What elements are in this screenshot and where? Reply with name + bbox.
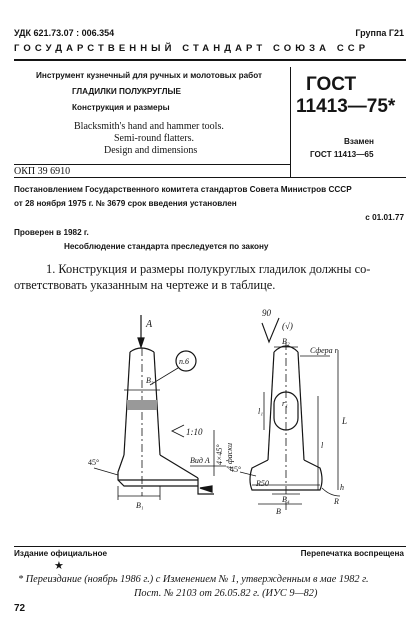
- label-slope: 1:10: [186, 427, 203, 437]
- page-number: 72: [14, 603, 26, 614]
- right-right-edge: [298, 352, 304, 460]
- label-l: l: [321, 441, 324, 450]
- gost-number: 11413—75*: [296, 96, 396, 117]
- chamfer-leader-left: [94, 468, 118, 475]
- label-sphere: Сфера r: [310, 346, 338, 355]
- title-en-line3: Design and dimensions: [104, 145, 198, 156]
- okp-rule: [14, 177, 406, 178]
- chamfer-leader-right: [240, 472, 256, 476]
- decree-note: Пост. № 2103 от 26.05.82 г. (ИУС 9—82): [134, 588, 318, 599]
- title-rule: [14, 164, 290, 165]
- right-left-edge: [268, 352, 274, 460]
- label-L: L: [342, 416, 348, 426]
- handle-band: [127, 400, 157, 410]
- label-b1: B₁: [136, 501, 144, 510]
- label-l1: l₁: [258, 407, 264, 416]
- title-ru-line1: Инструмент кузнечный для ручных и молотовых работ: [36, 71, 263, 80]
- label-b2: B₂: [282, 337, 290, 346]
- label-chamfer2: 4 фаски: [225, 443, 234, 470]
- clause-line1: 1. Конструкция и размеры полукруглых гладилок должны со-: [46, 262, 371, 276]
- checked-year: Проверен в 1982 г.: [14, 228, 89, 237]
- label-r1: r₁: [282, 399, 288, 408]
- label-view-a: Вид А: [190, 456, 210, 465]
- label-b3: B₃: [146, 376, 154, 385]
- label-pn: п.6: [179, 357, 189, 366]
- header-rule: [14, 59, 406, 61]
- view-arrow-a-head: [138, 338, 144, 347]
- penalty-notice: Несоблюдение стандарта преследуется по закону: [64, 242, 269, 251]
- clause-line2: ответствовать указанным на чертеже и в таблице.: [14, 278, 276, 292]
- effective-date: с 01.01.77: [365, 213, 404, 222]
- label-r: R: [334, 497, 339, 506]
- group-code: Группа Г21: [355, 28, 404, 38]
- star-mark: ★: [54, 560, 64, 572]
- view-a-fill: [200, 486, 212, 492]
- label-rough: 90: [262, 308, 271, 318]
- state-standard-banner: ГОСУДАРСТВЕННЫЙ СТАНДАРТ СОЮЗА ССР: [14, 43, 370, 54]
- label-a: А: [146, 319, 153, 330]
- label-45-right: 45°: [230, 465, 242, 474]
- note-leader: [150, 368, 178, 385]
- reissue-note: * Переиздание (ноябрь 1986 г.) с Изменением № 1, утвержденным в мае 1982 г.: [18, 574, 369, 585]
- r-curve: [322, 488, 340, 496]
- label-chamfer: 4×45°: [215, 444, 224, 465]
- title-en-line2: Semi-round flatters.: [114, 133, 194, 144]
- label-b4: B₄: [282, 495, 290, 504]
- okp-code: ОКП 39 6910: [14, 166, 71, 177]
- gost-label: ГОСТ: [306, 74, 357, 95]
- title-ru-line3: Конструкция и размеры: [72, 103, 170, 112]
- label-h: h: [340, 483, 344, 492]
- decree-line1: Постановлением Государственного комитета стандартов Совета Министров СССР: [14, 185, 352, 194]
- replaces-value: ГОСТ 11413—65: [310, 150, 374, 159]
- label-45-left: 45°: [88, 458, 100, 467]
- label-r50: R50: [256, 479, 269, 488]
- replaces-label: Взамен: [344, 137, 374, 146]
- slope-symbol: [172, 425, 184, 437]
- decree-line2: от 28 ноября 1975 г. № 3679 срок введения установлен: [14, 199, 237, 208]
- title-ru-line2: ГЛАДИЛКИ ПОЛУКРУГЛЫЕ: [72, 87, 182, 96]
- label-rough2: (√): [282, 321, 293, 331]
- footer-rule: [14, 546, 406, 547]
- udk-code: УДК 621.73.07 : 006.354: [14, 28, 115, 38]
- title-divider: [290, 67, 291, 177]
- label-b: B: [276, 507, 281, 516]
- roughness-check: [262, 318, 279, 342]
- reprint-prohibited: Перепечатка воспрещена: [300, 549, 404, 558]
- official-edition: Издание официальное: [14, 549, 108, 558]
- technical-drawing: [0, 300, 418, 540]
- title-en-line1: Blacksmith's hand and hammer tools.: [74, 121, 224, 132]
